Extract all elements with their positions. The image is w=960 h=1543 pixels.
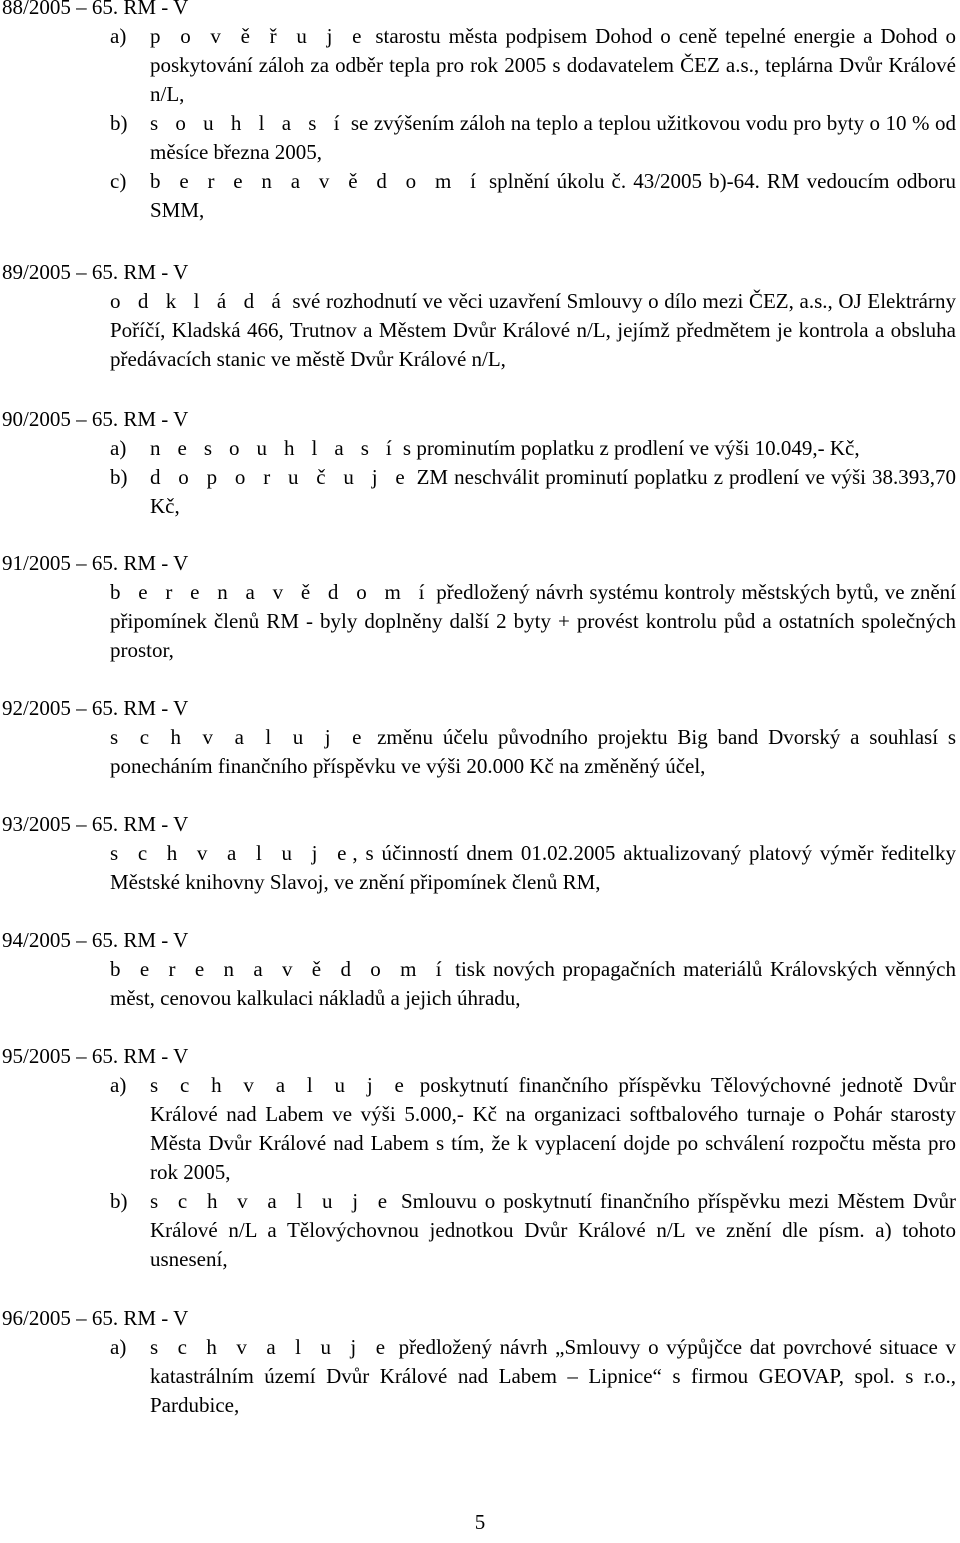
resolution-verb: d o p o r u č u j e: [150, 465, 411, 489]
item-text: Smlouvu o poskytnutí finančního příspěvku mezi Městem Dvůr Králové n/L a Tělovýchovnou jednotkou Dvůr Králové n/L ve znění dle písm. a) tohoto usnesení,: [150, 1189, 956, 1271]
resolution-heading: 96/2005 – 65. RM - V: [2, 1306, 189, 1330]
resolution-96: [0, 1304, 960, 1420]
resolution-verb: n e s o u h l a s í: [150, 436, 398, 460]
item-label: a): [110, 24, 127, 48]
resolution-verb: b e r e n a v ě d o m í: [150, 169, 482, 193]
resolution-verb: s c h v a l u j e: [110, 725, 368, 749]
resolution-verb: s c h v a l u j e: [150, 1335, 391, 1359]
resolution-verb: b e r e n a v ě d o m í: [110, 957, 448, 981]
resolution-95: [0, 1042, 960, 1274]
resolution-verb: s c h v a l u j e: [150, 1073, 410, 1097]
item-label: a): [110, 1073, 127, 1097]
item-text: předložený návrh „Smlouvy o výpůjčce dat povrchové situace v katastrálním území Dvůr Králové nad Labem – Lipnice“ s firmou GEOVAP, spol. s r.o., Pardubice,: [150, 1335, 957, 1417]
resolution-body: [110, 723, 956, 781]
resolution-94: [0, 926, 960, 1013]
page-number: 5: [474, 1510, 486, 1534]
resolution-item: [110, 434, 956, 463]
resolution-verb: o d k l á d á: [110, 289, 287, 313]
resolution-heading: 95/2005 – 65. RM - V: [2, 1044, 189, 1068]
resolution-verb: b e r e n a v ě d o m í: [110, 580, 431, 604]
resolution-92: [0, 694, 960, 781]
resolution-item: [110, 109, 956, 167]
item-text: ZM neschválit prominutí poplatku z prodlení ve výši 38.393,70 Kč,: [150, 465, 956, 518]
resolution-heading: 93/2005 – 65. RM - V: [2, 812, 189, 836]
resolution-text: změnu účelu původního projektu Big band Dvorský a souhlasí s ponecháním finančního příspěvku ve výši 20.000 Kč na změněný účel,: [110, 725, 956, 778]
resolution-heading: 89/2005 – 65. RM - V: [2, 260, 189, 284]
item-text: s prominutím poplatku z prodlení ve výši 10.049,- Kč,: [397, 436, 860, 460]
resolution-89: [0, 258, 960, 374]
item-text: se zvýšením záloh na teplo a teplou užitkovou vodu pro byty o 10 % od měsíce března 2005,: [150, 111, 956, 164]
resolution-item: [110, 167, 956, 225]
item-label: b): [110, 111, 128, 135]
resolution-88: [0, 0, 960, 225]
resolution-heading: 90/2005 – 65. RM - V: [2, 407, 189, 431]
resolution-item: [110, 463, 956, 521]
resolution-body: [110, 287, 956, 374]
resolution-heading: 91/2005 – 65. RM - V: [2, 551, 189, 575]
resolution-text: tisk nových propagačních materiálů Královských věnných měst, cenovou kalkulaci nákladů a jejich úhradu,: [110, 957, 957, 1010]
item-label: b): [110, 465, 128, 489]
resolution-item: [110, 1187, 956, 1274]
item-text: poskytnutí finančního příspěvku Tělovýchovné jednotě Dvůr Králové nad Labem ve výši 5.000,- Kč na organizaci softbalového turnaje o Pohár starosty Města Dvůr Králové nad Labem s tím, že k vyplacení dojde po schválení rozpočtu města pro rok 2005,: [150, 1073, 957, 1184]
resolution-item: [110, 22, 956, 109]
resolution-text: své rozhodnutí ve věci uzavření Smlouvy o dílo mezi ČEZ, a.s., OJ Elektrárny Poříčí, Kladská 466, Trutnov a Městem Dvůr Králové n/L, jejímž předmětem je kontrola a obsluha předávacích stanic ve městě Dvůr Králové n/L,: [110, 289, 956, 371]
resolution-verb: s c h v a l u j e: [110, 841, 353, 865]
resolution-text: , s účinností dnem 01.02.2005 aktualizovaný platový výměr ředitelky Městské knihovny Slavoj, ve znění připomínek členů RM,: [110, 841, 956, 894]
resolution-verb: s o u h l a s í: [150, 111, 346, 135]
item-label: b): [110, 1189, 128, 1213]
resolution-body: [110, 578, 956, 665]
resolution-body: [110, 839, 956, 897]
item-label: c): [110, 169, 127, 193]
resolution-verb: s c h v a l u j e: [150, 1189, 393, 1213]
resolution-body: [110, 955, 956, 1013]
resolution-heading: 94/2005 – 65. RM - V: [2, 928, 189, 952]
resolution-91: [0, 549, 960, 665]
resolution-93: [0, 810, 960, 897]
item-label: a): [110, 1335, 127, 1359]
item-text: starostu města podpisem Dohod o ceně tepelné energie a Dohod o poskytování záloh za odběr tepla pro rok 2005 s dodavatelem ČEZ a.s., teplárna Dvůr Králové n/L,: [150, 24, 956, 106]
item-text: splnění úkolu č. 43/2005 b)-64. RM vedoucím odboru SMM,: [150, 169, 956, 222]
resolution-verb: p o v ě ř u j e: [150, 24, 368, 48]
resolution-90: [0, 405, 960, 521]
resolution-item: [110, 1333, 956, 1420]
resolution-text: předložený návrh systému kontroly městských bytů, ve znění připomínek členů RM - byly doplněny další 2 byty + provést kontrolu půd a ostatních společných prostor,: [110, 580, 957, 662]
item-label: a): [110, 436, 127, 460]
resolution-item: [110, 1071, 956, 1187]
resolution-heading: 92/2005 – 65. RM - V: [2, 696, 189, 720]
resolution-heading: 88/2005 – 65. RM - V: [2, 0, 189, 19]
